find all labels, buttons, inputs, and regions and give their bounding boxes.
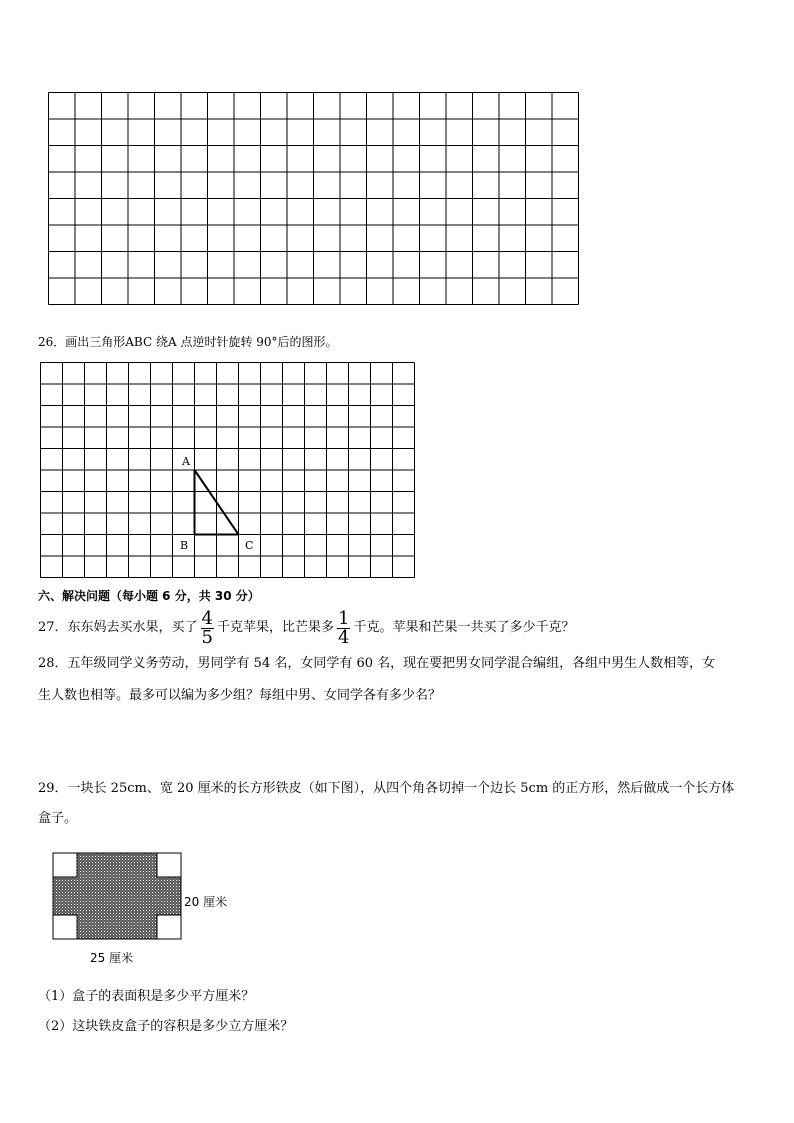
fraction-denominator: 4 (338, 626, 350, 648)
width-label: 20 厘米 (184, 895, 228, 909)
question-27-part2: 千克苹果，比芒果多 (217, 620, 335, 635)
question-27-part1: 27．东东妈去买水果，买了 (38, 620, 198, 635)
fraction-numerator: 4 (201, 607, 213, 629)
point-c-label: C (245, 539, 254, 552)
section-6-title: 六、解决问题（每小题 6 分，共 30 分） (38, 589, 260, 603)
rotation-grid (40, 362, 420, 580)
point-b-label: B (180, 539, 189, 552)
sheet-metal-diagram (50, 850, 250, 965)
question-29-sub2: （2）这块铁皮盒子的容积是多少立方厘米？ (38, 1019, 294, 1034)
fraction-four-fifths (201, 607, 214, 648)
question-29-sub1: （1）盒子的表面积是多少平方厘米？ (38, 989, 255, 1004)
point-a-label: A (182, 455, 190, 468)
question-28-line1: 28．五年级同学义务劳动，男同学有 54 名，女同学有 60 名，现在要把男女同学混合编组，各组中男生人数相等，女 (38, 656, 716, 671)
question-29-line1: 29．一块长 25cm、宽 20 厘米的长方形铁皮（如下图），从四个角各切掉一个边长 5cm 的正方形，然后做成一个长方体 (38, 781, 735, 796)
question-26-text: 26．画出三角形ABC 绕A 点逆时针旋转 90°后的图形。 (38, 335, 338, 349)
question-28-line2: 生人数也相等。最多可以编为多少组？每组中男、女同学各有多少名？ (38, 688, 442, 703)
length-label: 25 厘米 (90, 951, 134, 965)
fraction-numerator: 1 (338, 607, 350, 629)
fraction-denominator: 5 (201, 626, 213, 648)
question-29-line2: 盒子。 (38, 811, 78, 826)
question-27 (38, 608, 574, 648)
fraction-one-fourth (337, 607, 350, 648)
top-answer-grid (48, 92, 580, 306)
question-27-part3: 千克。苹果和芒果一共买了多少千克？ (353, 620, 575, 635)
